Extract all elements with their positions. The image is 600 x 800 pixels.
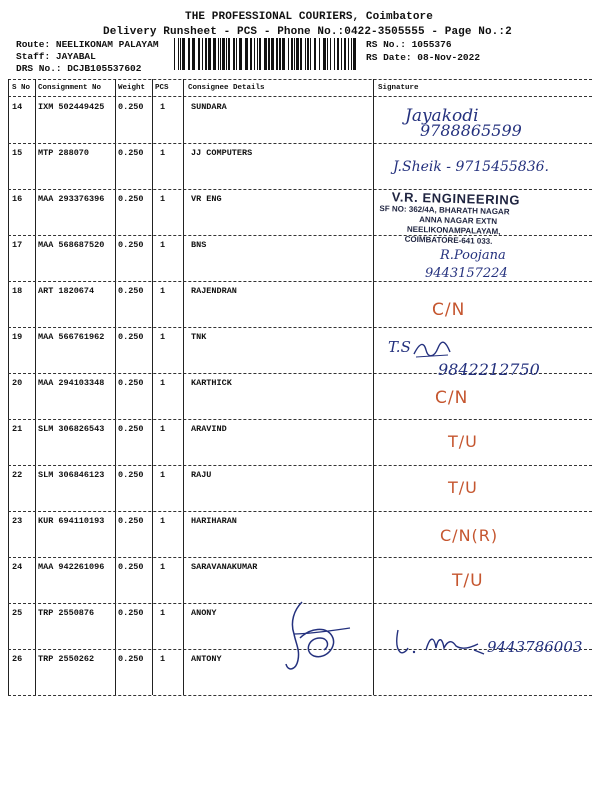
signature-row17-phone: 9443157224 <box>425 266 508 281</box>
barcode-bar <box>310 38 311 70</box>
barcode-bar <box>282 38 285 70</box>
column-header-consignee: Consignee Details <box>188 84 265 92</box>
barcode-bar <box>228 38 230 70</box>
barcode-bar <box>351 38 352 70</box>
table-row <box>0 419 600 465</box>
table-row <box>0 465 600 511</box>
barcode-bar <box>305 38 306 70</box>
cell-pcs: 1 <box>160 424 166 434</box>
barcode-bar <box>300 38 302 70</box>
barcode-bar <box>279 38 281 70</box>
column-header-weight: Weight <box>118 84 146 92</box>
barcode-bar <box>202 38 203 70</box>
cell-sno: 24 <box>12 562 23 572</box>
cell-consignee: KARTHICK <box>191 378 232 388</box>
barcode-bar <box>236 38 237 70</box>
signature-row23-mark: C/N(R) <box>440 526 499 545</box>
barcode-bar <box>319 38 320 70</box>
table-top-rule <box>8 79 592 80</box>
cell-weight: 0.250 <box>118 608 144 618</box>
cell-consignment-no: TRP 2550876 <box>38 608 95 618</box>
cell-weight: 0.250 <box>118 148 144 158</box>
cell-consignee: ARAVIND <box>191 424 227 434</box>
barcode-bar <box>330 38 331 70</box>
cell-weight: 0.250 <box>118 424 144 434</box>
barcode-bar <box>259 38 261 70</box>
cell-weight: 0.250 <box>118 240 144 250</box>
signature-row18-mark: C/N <box>432 300 466 320</box>
cell-consignment-no: MAA 294103348 <box>38 378 105 388</box>
barcode-bar <box>288 38 289 70</box>
barcode-bar <box>226 38 227 70</box>
stamp-line: ANNA NAGAR EXTN <box>419 215 498 227</box>
cell-pcs: 1 <box>160 608 166 618</box>
barcode-bar <box>174 38 175 70</box>
cell-weight: 0.250 <box>118 378 144 388</box>
cell-sno: 19 <box>12 332 23 342</box>
barcode-bar <box>291 38 293 70</box>
table-row <box>0 373 600 419</box>
cell-sno: 16 <box>12 194 23 204</box>
cell-consignee: SUNDARA <box>191 102 227 112</box>
barcode-bar <box>264 38 267 70</box>
barcode-bar <box>323 38 326 70</box>
barcode-bar <box>188 38 190 70</box>
barcode-bar <box>250 38 252 70</box>
barcode-bar <box>233 38 235 70</box>
cell-consignment-no: MAA 293376396 <box>38 194 105 204</box>
cell-consignment-no: ART 1820674 <box>38 286 95 296</box>
cell-pcs: 1 <box>160 332 166 342</box>
cell-consignment-no: MTP 288070 <box>38 148 90 158</box>
barcode-bar <box>222 38 225 70</box>
cell-weight: 0.250 <box>118 562 144 572</box>
cell-weight: 0.250 <box>118 470 144 480</box>
barcode-bar <box>257 38 258 70</box>
barcode-bar <box>344 38 346 70</box>
barcode-bar <box>271 38 274 70</box>
cell-pcs: 1 <box>160 240 166 250</box>
barcode-bar <box>239 38 242 70</box>
barcode-bar <box>314 38 316 70</box>
column-header-sno: S No <box>12 84 31 92</box>
cell-consignment-no: SLM 306846123 <box>38 470 105 480</box>
barcode-bar <box>192 38 195 70</box>
signature-row14-phone: 9788865599 <box>420 121 522 140</box>
cell-pcs: 1 <box>160 470 166 480</box>
stamp-title: V.R. ENGINEERING <box>391 189 521 208</box>
cell-pcs: 1 <box>160 286 166 296</box>
barcode-bar <box>276 38 278 70</box>
barcode-bar <box>205 38 207 70</box>
cell-sno: 22 <box>12 470 23 480</box>
cell-weight: 0.250 <box>118 516 144 526</box>
cell-weight: 0.250 <box>118 194 144 204</box>
cell-sno: 20 <box>12 378 23 388</box>
barcode-bar <box>182 38 185 70</box>
cell-consignment-no: TRP 2550262 <box>38 654 95 664</box>
barcode-bar <box>327 38 328 70</box>
barcode-bar <box>198 38 200 70</box>
cell-consignee: ANTONY <box>191 654 222 664</box>
barcode-bar <box>180 38 181 70</box>
cell-consignee: TNK <box>191 332 207 342</box>
stamp-line: NEELIKONAMPALAYAM, <box>406 224 501 237</box>
signature-row17-name: R.Poojana <box>440 248 506 263</box>
cell-consignment-no: MAA 568687520 <box>38 240 105 250</box>
cell-consignee: VR ENG <box>191 194 222 204</box>
cell-consignee: RAJENDRAN <box>191 286 237 296</box>
cell-weight: 0.250 <box>118 102 144 112</box>
signature-row24-mark: T/U <box>452 571 484 591</box>
signature-row26-phone: 9443786003 <box>487 638 583 656</box>
barcode-bar <box>353 38 356 70</box>
barcode-bar <box>296 38 299 70</box>
row-separator <box>8 695 592 696</box>
barcode-bar <box>294 38 295 70</box>
cell-pcs: 1 <box>160 516 166 526</box>
signature-row19-initials: T.S <box>388 338 411 356</box>
staff-label: Staff: JAYABAL <box>16 51 96 62</box>
table-row <box>0 511 600 557</box>
stamp-line: SF NO: 362/4A, BHARATH NAGAR <box>379 203 510 217</box>
cell-consignee: JJ COMPUTERS <box>191 148 253 158</box>
stamp-line: COIMBATORE-641 033. <box>404 234 493 246</box>
barcode-bar <box>220 38 221 70</box>
cell-sno: 17 <box>12 240 23 250</box>
cell-sno: 14 <box>12 102 23 112</box>
drs-number: DRS No.: DCJB105537602 <box>16 63 142 74</box>
cell-weight: 0.250 <box>118 332 144 342</box>
cell-pcs: 1 <box>160 148 166 158</box>
barcode-bar <box>337 38 339 70</box>
signature-row19-phone: 9842212750 <box>438 360 540 379</box>
cell-consignment-no: MAA 942261096 <box>38 562 105 572</box>
table-row <box>0 281 600 327</box>
signature-row21-mark: T/U <box>448 432 478 451</box>
signature-row14-name: Jayakodi <box>405 106 479 126</box>
cell-consignee: HARIHARAN <box>191 516 237 526</box>
cell-sno: 26 <box>12 654 23 664</box>
cell-sno: 21 <box>12 424 23 434</box>
runsheet-subtitle: Delivery Runsheet - PCS - Phone No.:0422-3505555 - Page No.:2 <box>103 26 512 38</box>
barcode-bar <box>208 38 211 70</box>
rs-date: RS Date: 08-Nov-2022 <box>366 52 481 63</box>
column-header-consignment: Consignment No <box>38 84 102 92</box>
company-title: THE PROFESSIONAL COURIERS, Coimbatore <box>185 11 433 23</box>
barcode-bar <box>218 38 219 70</box>
signature-scribble <box>280 598 352 676</box>
company-stamp <box>379 189 555 249</box>
signature-scribble <box>412 338 452 360</box>
barcode-bar <box>334 38 335 70</box>
cell-consignee: BNS <box>191 240 207 250</box>
signature-row15: J.Sheik - 9715455836. <box>393 159 549 175</box>
barcode-bar <box>245 38 248 70</box>
signature-row22-mark: T/U <box>448 478 478 497</box>
cell-consignment-no: IXM 502449425 <box>38 102 105 112</box>
cell-consignment-no: KUR 694110193 <box>38 516 105 526</box>
barcode-bar <box>254 38 255 70</box>
cell-consignee: RAJU <box>191 470 212 480</box>
cell-consignee: ANONY <box>191 608 217 618</box>
cell-sno: 25 <box>12 608 23 618</box>
table-row <box>0 557 600 603</box>
barcode-bar <box>348 38 349 70</box>
cell-sno: 23 <box>12 516 23 526</box>
cell-consignment-no: SLM 306826543 <box>38 424 105 434</box>
cell-consignee: SARAVANAKUMAR <box>191 562 258 572</box>
rs-number: RS No.: 1055376 <box>366 39 452 50</box>
barcode <box>172 38 362 70</box>
cell-consignment-no: MAA 566761962 <box>38 332 105 342</box>
barcode-bar <box>307 38 309 70</box>
cell-weight: 0.250 <box>118 286 144 296</box>
route-label: Route: NEELIKONAM PALAYAM <box>16 39 159 50</box>
cell-pcs: 1 <box>160 194 166 204</box>
cell-sno: 18 <box>12 286 23 296</box>
cell-pcs: 1 <box>160 562 166 572</box>
barcode-bar <box>341 38 342 70</box>
cell-pcs: 1 <box>160 654 166 664</box>
barcode-bar <box>178 38 179 70</box>
cell-pcs: 1 <box>160 102 166 112</box>
column-header-pcs: PCS <box>155 84 169 92</box>
cell-weight: 0.250 <box>118 654 144 664</box>
barcode-bar <box>213 38 216 70</box>
cell-pcs: 1 <box>160 378 166 388</box>
signature-scribble <box>392 626 488 660</box>
column-header-signature: Signature <box>378 84 419 92</box>
cell-sno: 15 <box>12 148 23 158</box>
barcode-bar <box>268 38 270 70</box>
signature-row20-mark: C/N <box>435 388 469 408</box>
